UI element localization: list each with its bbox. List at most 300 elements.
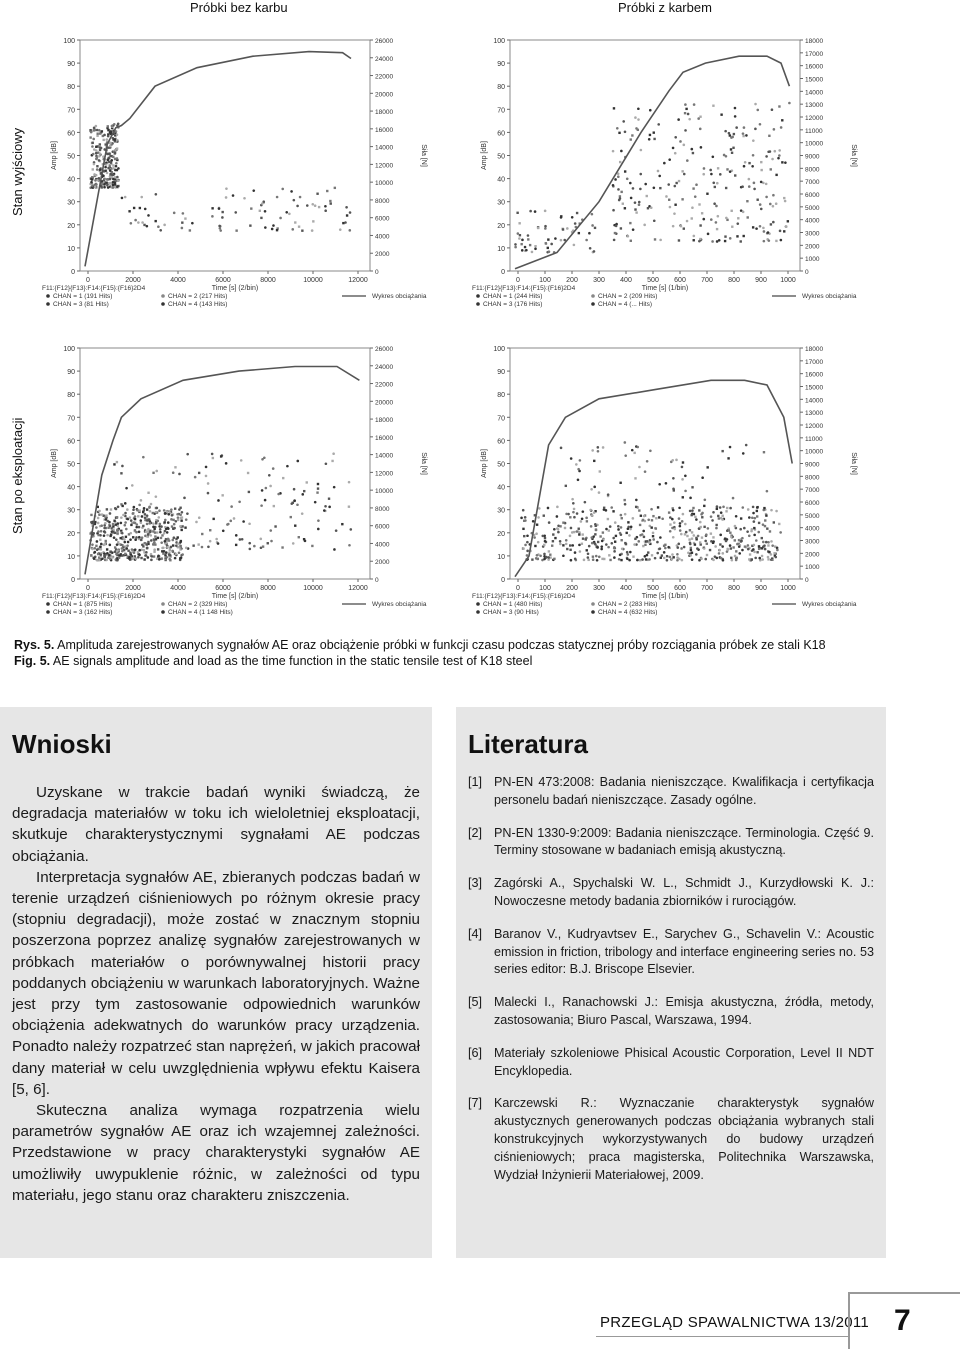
hit-point — [170, 518, 173, 521]
hit-point — [627, 521, 629, 523]
hit-point — [686, 220, 689, 223]
load-tick-label: 0 — [805, 577, 809, 584]
hit-point — [123, 524, 126, 527]
hit-point — [770, 509, 773, 512]
hit-point — [240, 459, 243, 462]
hit-point — [684, 474, 687, 477]
hit-point — [735, 559, 738, 562]
hit-point — [122, 514, 125, 517]
hit-point — [137, 221, 140, 224]
hit-point — [207, 482, 210, 485]
hit-point — [144, 513, 146, 515]
hit-point — [90, 131, 93, 134]
hit-point — [688, 538, 690, 540]
hit-point — [690, 148, 693, 151]
hit-point — [329, 200, 331, 202]
figure-caption — [14, 637, 944, 669]
hit-point — [181, 553, 184, 556]
y-tick-label: 100 — [63, 38, 75, 45]
y-tick-label: 70 — [497, 107, 505, 115]
hit-point — [292, 502, 294, 504]
hit-point — [141, 515, 144, 518]
hit-point — [654, 557, 657, 560]
hit-point — [710, 540, 713, 543]
hit-point — [264, 499, 267, 502]
hit-point — [632, 517, 635, 520]
hit-point — [610, 542, 613, 545]
hit-point — [219, 229, 222, 232]
hit-point — [593, 511, 596, 514]
hit-point — [668, 511, 670, 513]
hit-point — [146, 543, 148, 545]
hit-point — [618, 558, 621, 561]
hit-point — [574, 222, 577, 225]
load-tick-label: 18000 — [805, 38, 824, 45]
hit-point — [620, 526, 623, 529]
hit-point — [544, 537, 546, 539]
hit-point — [686, 159, 689, 162]
hit-point — [764, 548, 767, 551]
x-tick-label: 200 — [566, 277, 578, 284]
y-tick-label: 0 — [501, 269, 505, 276]
hit-point — [701, 536, 703, 538]
hit-point — [544, 210, 547, 213]
hit-point — [775, 510, 778, 513]
row-label-initial-state: Stan wyjściowy — [10, 127, 25, 216]
reference-item: [3] Zagórski A., Spychalski W. L., Schmidt J., Kurzydłowski K. J.: Nowoczesne metody badania zbiorników i rurociągów. — [468, 876, 874, 908]
hit-point — [753, 544, 756, 547]
hit-point — [691, 537, 693, 539]
y-tick-label: 100 — [63, 346, 75, 353]
load-tick-label: 16000 — [375, 126, 394, 134]
hit-point — [159, 531, 162, 534]
hit-point — [769, 530, 771, 532]
hit-point — [621, 547, 624, 550]
hit-point — [729, 532, 731, 534]
hit-point — [147, 541, 149, 543]
hit-point — [110, 161, 113, 164]
hit-point — [178, 551, 181, 554]
hit-point — [652, 515, 654, 517]
hit-point — [105, 138, 108, 141]
hit-point — [260, 504, 263, 507]
hit-point — [726, 548, 729, 551]
hit-point — [651, 519, 653, 521]
hit-point — [743, 165, 746, 168]
hit-point — [146, 514, 149, 517]
hit-point — [756, 199, 758, 201]
hit-point — [121, 547, 124, 550]
hit-point — [131, 484, 134, 487]
hit-point — [748, 534, 751, 537]
hit-point — [157, 554, 160, 557]
hit-point — [711, 240, 714, 243]
hit-point — [692, 507, 694, 509]
y-tick-label: 10 — [497, 245, 505, 253]
hit-point — [149, 530, 152, 533]
hit-point — [665, 482, 668, 485]
hit-point — [594, 542, 597, 545]
hit-point — [764, 519, 766, 521]
hit-point — [134, 518, 136, 520]
hit-point — [703, 547, 706, 550]
hit-point — [543, 514, 545, 516]
hit-point — [127, 541, 130, 544]
hit-point — [753, 551, 756, 554]
hit-point — [569, 516, 571, 518]
load-tick-label: 2000 — [805, 243, 820, 251]
hit-point — [252, 189, 255, 192]
x-axis-label: Time [s] (1/bin) — [641, 285, 689, 292]
hit-point — [603, 558, 605, 560]
y-tick-label: 30 — [67, 507, 75, 515]
hit-point — [128, 210, 130, 212]
hit-point — [108, 554, 110, 556]
hit-point — [220, 455, 222, 457]
hit-point — [577, 468, 580, 471]
hit-point — [787, 220, 789, 222]
hit-point — [106, 178, 108, 180]
hit-point — [111, 556, 114, 559]
hit-point — [752, 506, 755, 509]
hit-point — [644, 470, 647, 473]
hit-point — [160, 557, 163, 560]
hit-point — [628, 559, 631, 562]
hit-point — [748, 178, 751, 181]
hit-point — [117, 505, 120, 508]
hit-point — [552, 533, 554, 535]
hit-point — [695, 537, 697, 539]
hit-point — [595, 528, 597, 530]
hit-point — [719, 534, 722, 537]
hit-point — [153, 541, 156, 544]
hit-point — [703, 526, 705, 528]
hit-point — [602, 531, 604, 533]
hit-point — [649, 539, 652, 542]
hit-point — [682, 513, 685, 516]
hit-point — [658, 516, 660, 518]
hit-point — [674, 152, 677, 155]
hit-point — [242, 520, 245, 523]
hit-point — [109, 178, 112, 181]
load-tick-label: 4000 — [375, 233, 390, 241]
y-tick-label: 60 — [497, 130, 505, 138]
hit-point — [663, 557, 666, 560]
hit-point — [163, 532, 166, 535]
hit-point — [113, 123, 116, 126]
hit-point — [619, 195, 621, 197]
hit-point — [749, 553, 751, 555]
load-tick-label: 2000 — [805, 551, 820, 559]
legend-item: CHAN = 2 (217 Hits) — [168, 293, 228, 300]
hit-point — [105, 514, 107, 516]
hit-point — [562, 554, 565, 557]
hit-point — [129, 538, 132, 541]
hit-point — [521, 239, 524, 242]
hit-point — [147, 214, 150, 217]
hit-point — [693, 235, 696, 238]
hit-point — [640, 515, 642, 517]
load-tick-label: 14000 — [805, 397, 824, 405]
plot-service-notched — [470, 336, 860, 618]
hit-point — [571, 498, 574, 501]
hit-point — [144, 516, 147, 519]
hit-point — [612, 537, 615, 540]
hit-point — [98, 129, 101, 132]
hit-point — [113, 520, 115, 522]
hit-point — [784, 161, 787, 164]
hit-point — [514, 246, 517, 249]
hit-point — [573, 244, 576, 247]
hit-point — [136, 523, 139, 526]
hit-point — [688, 118, 691, 121]
hit-point — [605, 528, 608, 531]
hit-point — [296, 460, 299, 463]
hit-point — [773, 521, 775, 523]
hit-point — [197, 543, 199, 545]
hit-point — [110, 508, 112, 510]
hit-point — [578, 232, 580, 234]
load-tick-label: 11000 — [805, 435, 823, 443]
hit-point — [217, 542, 220, 545]
load-tick-label: 10000 — [805, 448, 824, 456]
hit-point — [613, 107, 615, 109]
y-tick-label: 90 — [497, 61, 505, 69]
caption-pl-text: Amplituda zarejestrowanych sygnałów AE oraz obciążenie próbki w funkcji czasu podczas statycznej próby rozciągania próbek ze stali K18 — [57, 638, 826, 652]
hit-point — [552, 540, 554, 542]
hit-point — [699, 238, 701, 240]
hit-point — [729, 237, 732, 240]
hit-point — [613, 547, 616, 550]
hit-point — [276, 196, 279, 199]
hit-point — [692, 152, 694, 154]
hit-point — [620, 514, 623, 517]
hit-point — [691, 206, 694, 209]
load-tick-label: 24000 — [375, 55, 394, 63]
hit-point — [653, 131, 655, 133]
load-tick-label: 20000 — [375, 91, 394, 99]
hit-point — [712, 540, 715, 543]
y-tick-label: 30 — [497, 507, 505, 515]
hit-point — [706, 554, 708, 556]
legend-item: CHAN = 3 (81 Hits) — [53, 301, 109, 308]
hit-point — [260, 217, 262, 219]
hit-point — [290, 190, 293, 193]
hit-point — [620, 539, 622, 541]
hit-point — [765, 183, 768, 186]
hit-point — [293, 199, 296, 202]
hit-point — [624, 170, 626, 172]
load-tick-label: 8000 — [805, 474, 820, 482]
hit-point — [656, 541, 659, 544]
hit-point — [634, 538, 636, 540]
hit-point — [544, 225, 547, 228]
hit-point — [609, 525, 612, 528]
hit-point — [773, 150, 776, 153]
hit-point — [745, 134, 748, 137]
hit-point — [104, 543, 106, 545]
hit-point — [732, 147, 734, 149]
hit-point — [578, 544, 581, 547]
load-tick-label: 16000 — [805, 371, 824, 379]
hit-point — [746, 530, 749, 533]
hit-point — [754, 517, 757, 520]
hit-point — [769, 150, 772, 153]
hit-point — [107, 186, 110, 189]
hit-point — [647, 518, 650, 521]
hit-point — [758, 548, 760, 550]
hit-point — [272, 224, 275, 227]
load-tick-label: 4000 — [805, 525, 820, 533]
hit-point — [95, 149, 98, 152]
hit-point — [135, 526, 138, 529]
hit-point — [717, 515, 719, 517]
hit-point — [657, 123, 660, 126]
load-tick-label: 6000 — [375, 215, 390, 223]
load-tick-label: 15000 — [805, 76, 824, 84]
hit-point — [132, 508, 135, 511]
hit-point — [103, 186, 106, 189]
hit-point — [623, 499, 625, 501]
legend-marker — [46, 302, 50, 306]
hit-point — [545, 242, 547, 244]
hit-point — [191, 222, 194, 225]
hit-point — [582, 537, 584, 539]
hit-point — [678, 239, 680, 241]
hit-point — [748, 516, 751, 519]
hit-point — [671, 553, 674, 556]
hit-point — [723, 154, 726, 157]
hit-point — [584, 501, 587, 504]
hit-point — [177, 536, 179, 538]
hit-point — [596, 546, 599, 549]
hit-point — [348, 481, 351, 484]
hit-point — [517, 232, 520, 235]
y-tick-label: 40 — [497, 176, 505, 184]
hit-point — [159, 229, 162, 232]
legend-marker — [46, 610, 50, 614]
hit-point — [158, 558, 161, 561]
hit-point — [91, 543, 94, 546]
hit-point — [173, 536, 176, 539]
hit-point — [98, 510, 101, 513]
hit-point — [715, 527, 718, 530]
hit-point — [524, 246, 527, 249]
hit-point — [132, 536, 134, 538]
hit-point — [761, 555, 764, 558]
hit-point — [318, 206, 320, 208]
hit-point — [349, 528, 352, 531]
references-title: Literatura — [468, 729, 588, 759]
hit-point — [616, 127, 619, 130]
hit-point — [556, 527, 559, 530]
hit-point — [756, 551, 758, 553]
hit-point — [687, 113, 690, 116]
hit-point — [684, 523, 687, 526]
hit-point — [273, 505, 275, 507]
hit-point — [651, 554, 653, 556]
hit-point — [298, 536, 300, 538]
hit-point — [520, 517, 523, 520]
load-tick-label: 3000 — [805, 538, 820, 546]
hit-point — [177, 516, 180, 519]
hit-point — [679, 140, 682, 143]
hit-point — [324, 205, 327, 208]
x-tick-label: 8000 — [260, 585, 276, 592]
hit-point — [727, 457, 729, 459]
hit-point — [675, 459, 678, 462]
column-header-no-notch: Próbki bez karbu — [190, 0, 288, 15]
hit-point — [683, 144, 686, 147]
load-tick-label: 12000 — [805, 423, 824, 430]
hit-point — [765, 155, 768, 158]
hit-point — [573, 516, 576, 519]
hit-point — [752, 154, 755, 157]
hit-point — [610, 506, 613, 509]
hit-point — [570, 559, 573, 562]
hit-point — [645, 558, 647, 560]
hit-point — [771, 559, 773, 561]
legend-marker — [591, 294, 595, 298]
hit-point — [733, 133, 735, 135]
hit-point — [704, 558, 707, 561]
hit-point — [719, 543, 721, 545]
hit-point — [572, 502, 575, 505]
journal-title: PRZEGLĄD SPAWALNICTWA 13/2011 — [600, 1314, 870, 1331]
hit-point — [169, 554, 172, 557]
hit-point — [95, 545, 97, 547]
legend-marker — [161, 302, 165, 306]
plot-initial-no-notch — [40, 28, 430, 310]
hit-point — [763, 230, 766, 233]
hit-point — [114, 507, 117, 510]
hit-point — [147, 528, 150, 531]
x-tick-label: 400 — [620, 277, 632, 284]
hit-point — [100, 548, 103, 551]
hit-point — [772, 205, 775, 208]
hit-point — [730, 536, 733, 539]
hit-point — [617, 528, 620, 531]
hit-point — [635, 506, 637, 508]
hit-point — [697, 117, 700, 120]
hit-point — [686, 535, 688, 537]
hit-point — [140, 521, 143, 524]
hit-point — [97, 530, 100, 533]
hit-point — [762, 227, 765, 230]
load-tick-label: 4000 — [375, 541, 390, 549]
load-tick-label: 6000 — [805, 192, 820, 199]
hit-point — [590, 536, 593, 539]
hit-point — [620, 191, 622, 193]
hit-point — [103, 177, 106, 180]
hit-point — [701, 476, 704, 479]
hit-point — [272, 467, 275, 470]
hit-point — [121, 554, 124, 557]
hit-point — [624, 454, 627, 457]
load-axis-label: Siła [N] — [420, 144, 427, 167]
hit-point — [519, 234, 521, 236]
hit-point — [172, 471, 175, 474]
hit-point — [294, 524, 296, 526]
y-tick-label: 10 — [497, 553, 505, 561]
hit-point — [296, 205, 299, 208]
hit-point — [624, 207, 626, 209]
hit-point — [348, 544, 351, 547]
hit-point — [736, 543, 739, 546]
hit-point — [765, 541, 768, 544]
hit-point — [139, 519, 142, 522]
hit-point — [518, 222, 520, 224]
